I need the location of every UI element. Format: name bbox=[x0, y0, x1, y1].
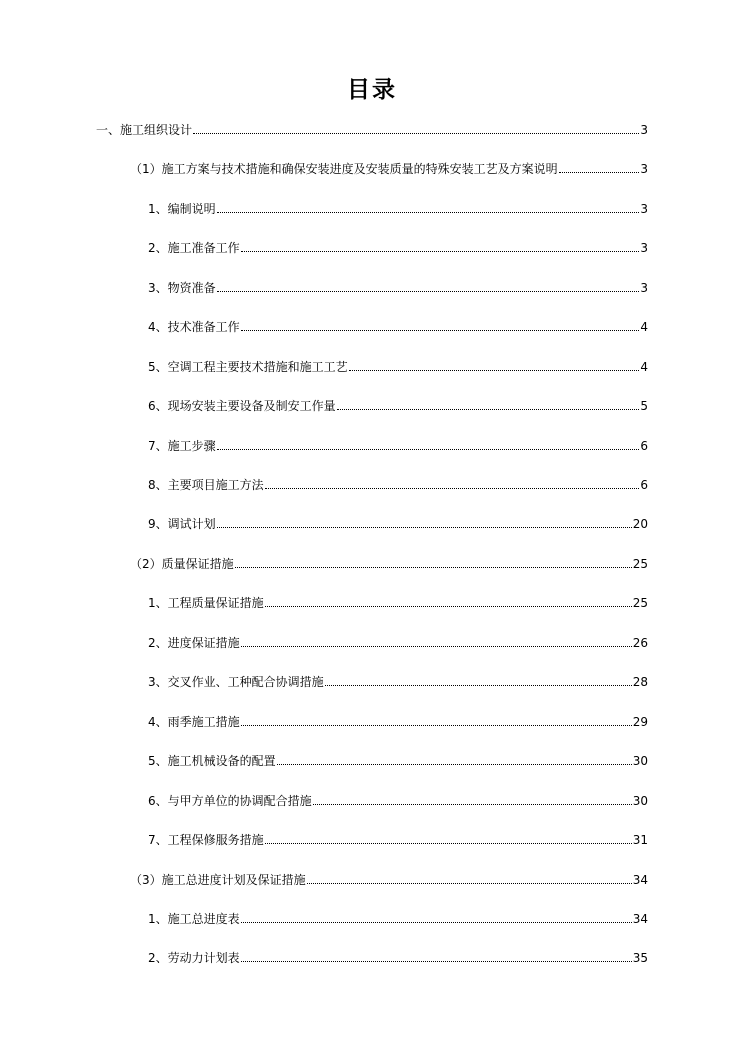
toc-entry-text: 4、技术准备工作 bbox=[148, 320, 240, 334]
toc-entry-page: 34 bbox=[632, 912, 648, 926]
toc-entry[interactable] bbox=[148, 514, 648, 534]
toc-leader-dots bbox=[241, 329, 640, 331]
toc-entry-page: 31 bbox=[632, 833, 648, 847]
toc-entry[interactable] bbox=[148, 317, 648, 337]
toc-entry-page: 34 bbox=[632, 873, 648, 887]
toc-entry[interactable] bbox=[148, 633, 648, 653]
toc-entry[interactable] bbox=[148, 199, 648, 219]
toc-entry-page: 29 bbox=[632, 715, 648, 729]
toc-entry[interactable] bbox=[148, 948, 648, 968]
toc-leader-dots bbox=[559, 171, 640, 173]
toc-entry-text: 2、施工准备工作 bbox=[148, 241, 240, 255]
toc-entry[interactable] bbox=[148, 909, 648, 929]
toc-entry[interactable] bbox=[148, 396, 648, 416]
toc-entry-page: 3 bbox=[640, 241, 648, 255]
toc-leader-dots bbox=[217, 290, 640, 292]
toc-entry-page: 4 bbox=[640, 360, 648, 374]
toc-entry-text: 7、工程保修服务措施 bbox=[148, 833, 264, 847]
toc-entry[interactable] bbox=[148, 751, 648, 771]
toc-entry-page: 3 bbox=[640, 202, 648, 216]
toc-entry[interactable] bbox=[148, 712, 648, 732]
toc-entry[interactable] bbox=[148, 791, 648, 811]
toc-entry-page: 3 bbox=[640, 281, 648, 295]
toc-entry[interactable] bbox=[130, 870, 648, 890]
toc-entry[interactable] bbox=[148, 672, 648, 692]
toc-entry[interactable] bbox=[96, 120, 648, 140]
toc-entry[interactable] bbox=[148, 475, 648, 495]
toc-entry-page: 28 bbox=[632, 675, 648, 689]
toc-entry[interactable] bbox=[130, 554, 648, 574]
toc-entry-page: 30 bbox=[632, 754, 648, 768]
toc-entry-page: 20 bbox=[632, 517, 648, 531]
toc-entry-page: 26 bbox=[632, 636, 648, 650]
toc-leader-dots bbox=[241, 250, 640, 252]
toc-entry-text: 7、施工步骤 bbox=[148, 439, 216, 453]
toc-entry-text: 5、空调工程主要技术措施和施工工艺 bbox=[148, 360, 348, 374]
toc-entry-text: 4、雨季施工措施 bbox=[148, 715, 240, 729]
toc-entry-page: 6 bbox=[640, 478, 648, 492]
toc-entry-page: 5 bbox=[640, 399, 648, 413]
toc-entry-text: 2、劳动力计划表 bbox=[148, 951, 240, 965]
toc-leader-dots bbox=[277, 763, 632, 765]
toc-entry-text: 8、主要项目施工方法 bbox=[148, 478, 264, 492]
toc-entry-page: 4 bbox=[640, 320, 648, 334]
toc-leader-dots bbox=[217, 526, 632, 528]
toc-leader-dots bbox=[217, 211, 640, 213]
toc-entry-text: 9、调试计划 bbox=[148, 517, 216, 531]
toc-leader-dots bbox=[265, 605, 632, 607]
toc-leader-dots bbox=[235, 566, 632, 568]
toc-leader-dots bbox=[241, 724, 632, 726]
toc-entry-text: 5、施工机械设备的配置 bbox=[148, 754, 276, 768]
toc-leader-dots bbox=[337, 408, 640, 410]
toc-leader-dots bbox=[241, 645, 632, 647]
toc-entry[interactable] bbox=[148, 436, 648, 456]
toc-entry-page: 35 bbox=[632, 951, 648, 965]
toc-entry-text: 6、与甲方单位的协调配合措施 bbox=[148, 794, 312, 808]
toc-entry-page: 25 bbox=[632, 557, 648, 571]
toc-entry[interactable] bbox=[130, 159, 648, 179]
toc-leader-dots bbox=[325, 684, 632, 686]
toc-leader-dots bbox=[193, 132, 639, 134]
toc-entry-page: 6 bbox=[640, 439, 648, 453]
toc-entry-text: 1、施工总进度表 bbox=[148, 912, 240, 926]
toc-entry-text: 一、施工组织设计 bbox=[96, 123, 193, 137]
toc-entry-text: 1、编制说明 bbox=[148, 202, 216, 216]
toc-leader-dots bbox=[307, 882, 632, 884]
toc-entry[interactable] bbox=[148, 278, 648, 298]
toc-entry-text: 6、现场安装主要设备及制安工作量 bbox=[148, 399, 336, 413]
toc-entry[interactable] bbox=[148, 238, 648, 258]
toc-entry-page: 3 bbox=[640, 123, 648, 137]
toc-leader-dots bbox=[265, 487, 640, 489]
toc-entry-text: （1）施工方案与技术措施和确保安装进度及安装质量的特殊安装工艺及方案说明 bbox=[130, 162, 558, 176]
toc-leader-dots bbox=[217, 448, 640, 450]
toc-entry-page: 30 bbox=[632, 794, 648, 808]
toc-entry[interactable] bbox=[148, 357, 648, 377]
toc-leader-dots bbox=[313, 803, 632, 805]
toc-entry-page: 25 bbox=[632, 596, 648, 610]
toc-entry-text: 3、物资准备 bbox=[148, 281, 216, 295]
toc-entry-text: 1、工程质量保证措施 bbox=[148, 596, 264, 610]
toc-leader-dots bbox=[265, 842, 632, 844]
toc-entry-page: 3 bbox=[640, 162, 648, 176]
toc-entry-text: 2、进度保证措施 bbox=[148, 636, 240, 650]
toc-leader-dots bbox=[349, 369, 640, 371]
toc-title: 目录 bbox=[347, 77, 397, 103]
toc-leader-dots bbox=[241, 921, 632, 923]
toc-leader-dots bbox=[241, 960, 632, 962]
toc-entry-text: （3）施工总进度计划及保证措施 bbox=[130, 873, 306, 887]
toc-entry[interactable] bbox=[148, 830, 648, 850]
toc-entry-text: （2）质量保证措施 bbox=[130, 557, 234, 571]
toc-entry-text: 3、交叉作业、工种配合协调措施 bbox=[148, 675, 324, 689]
toc-entry[interactable] bbox=[148, 593, 648, 613]
